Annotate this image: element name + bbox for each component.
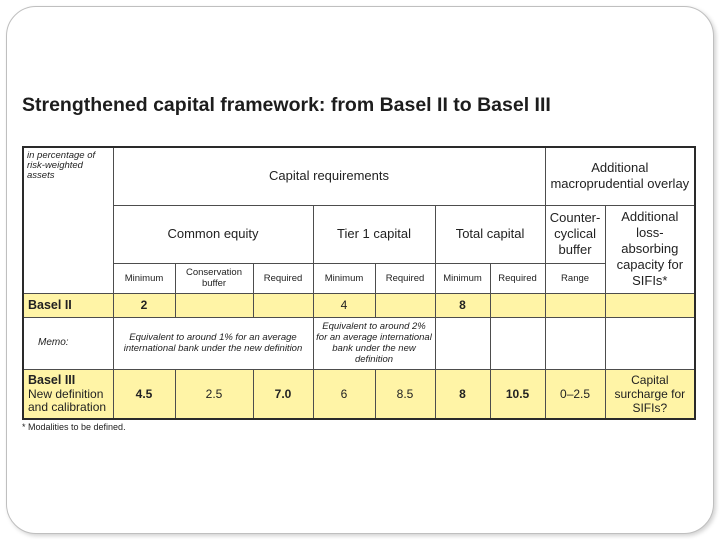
header-row-3 <box>23 263 695 293</box>
basel3-ce-required: 7.0 <box>253 369 313 419</box>
memo-ce-note: Equivalent to around 1% for an average international bank under the new definition <box>113 317 313 369</box>
basel3-ce-minimum: 4.5 <box>113 369 175 419</box>
basel2-ce-minimum: 2 <box>113 293 175 317</box>
basel3-sublabel: New definition and calibration <box>28 387 107 415</box>
basel3-tc-required: 10.5 <box>490 369 545 419</box>
capital-framework-figure <box>16 84 704 440</box>
header-row-2 <box>23 205 695 263</box>
capital-framework-table <box>22 146 696 420</box>
countercyclical-buffer-header: Counter-cyclical buffer <box>545 205 605 263</box>
basel3-label-cell <box>23 369 113 419</box>
tc-required-subheader: Required <box>490 263 545 293</box>
basel3-row <box>23 369 695 419</box>
ce-minimum-subheader: Minimum <box>113 263 175 293</box>
ce-required-subheader: Required <box>253 263 313 293</box>
basel2-ce-buffer <box>175 293 253 317</box>
basel3-tc-minimum: 8 <box>435 369 490 419</box>
footnote: * Modalities to be defined. <box>22 422 126 432</box>
basel2-t1-minimum: 4 <box>313 293 375 317</box>
basel3-t1-required: 8.5 <box>375 369 435 419</box>
memo-tc-minimum <box>435 317 490 369</box>
basel3-ce-buffer: 2.5 <box>175 369 253 419</box>
memo-row <box>23 317 695 369</box>
header-row-1 <box>23 147 695 205</box>
basel3-label: Basel III <box>28 373 76 388</box>
memo-label: Memo: <box>23 317 113 369</box>
basel3-sifi-surcharge: Capital surcharge for SIFIs? <box>605 369 695 419</box>
basel3-cc-range: 0–2.5 <box>545 369 605 419</box>
t1-required-subheader: Required <box>375 263 435 293</box>
memo-tc-required <box>490 317 545 369</box>
figure-title: Strengthened capital framework: from Basel II to Basel III <box>22 94 551 116</box>
basel2-row <box>23 293 695 317</box>
basel2-label: Basel II <box>23 293 113 317</box>
basel3-t1-minimum: 6 <box>313 369 375 419</box>
basel2-cc-range <box>545 293 605 317</box>
basel2-sifi <box>605 293 695 317</box>
ce-conservation-buffer-subheader: Conservation buffer <box>175 263 253 293</box>
tier1-capital-header: Tier 1 capital <box>313 205 435 263</box>
memo-sifi <box>605 317 695 369</box>
t1-minimum-subheader: Minimum <box>313 263 375 293</box>
loss-absorbing-header: Additional loss-absorbing capacity for SIFIs* <box>605 205 695 293</box>
total-capital-header: Total capital <box>435 205 545 263</box>
unit-note: in percentage of risk-weighted assets <box>23 147 113 293</box>
macroprudential-overlay-header: Additional macroprudential overlay <box>545 147 695 205</box>
basel2-ce-required <box>253 293 313 317</box>
cc-range-subheader: Range <box>545 263 605 293</box>
common-equity-header: Common equity <box>113 205 313 263</box>
memo-t1-note: Equivalent to around 2% for an average international bank under the new definition <box>313 317 435 369</box>
tc-minimum-subheader: Minimum <box>435 263 490 293</box>
capital-requirements-header: Capital requirements <box>113 147 545 205</box>
basel2-tc-minimum: 8 <box>435 293 490 317</box>
basel2-t1-required <box>375 293 435 317</box>
basel2-tc-required <box>490 293 545 317</box>
memo-cc-range <box>545 317 605 369</box>
